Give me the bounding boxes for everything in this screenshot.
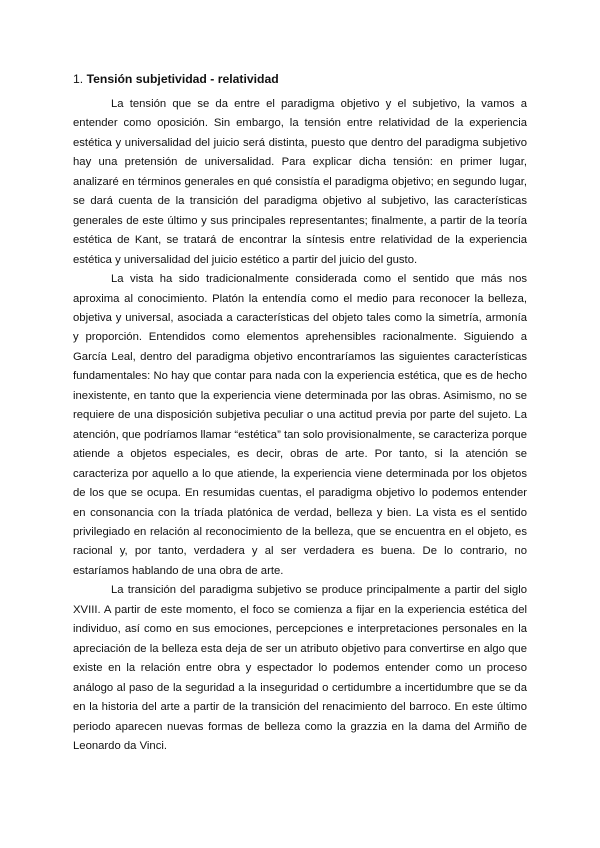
section-number: 1. bbox=[73, 72, 84, 86]
section-title: Tensión subjetividad - relatividad bbox=[86, 72, 279, 86]
paragraph-3: La transición del paradigma subjetivo se produce principalmente a partir del siglo XVIII. A partir de este momento, el foco se comienza a fijar en la experiencia estética del individuo, así como en sus emociones, percepciones e interpretaciones personales en la apreciación de la belleza esta deja de ser un atributo objetivo para convertirse en algo que existe en la relación entre obra y espectador lo podemos entender como un proceso análogo al paso de la seguridad a la inseguridad o certidumbre a incertidumbre que se da en la historia del arte a partir de la transición del renacimiento del barroco. En este último periodo aparecen nuevas formas de belleza como la grazzia en la dama del Armiño de Leonardo da Vinci. bbox=[73, 584, 527, 752]
paragraph-2: La vista ha sido tradicionalmente considerada como el sentido que más nos aproxima al conocimiento. Platón la entendía como el medio para reconocer la belleza, objetiva y universal, asociada a características del objeto tales como la simetría, armonía y proporción. Entendidos como elementos aprehensibles racionalmente. Siguiendo a García Leal, dentro del paradigma objetivo encontraríamos las siguientes características fundamentales: No hay que contar para nada con la experiencia estética, que es de hecho inexistente, en tanto que la experiencia viene determinada por las obras. Asimismo, no se requiere de una disposición subjetiva peculiar o una actitud previa por parte del sujeto. La atención, que podríamos llamar “estética” tan solo provisionalmente, se caracteriza porque atiende a objetos especiales, es decir, obras de arte. Por tanto, si la atención se caracteriza por aquello a lo que atiende, la experiencia viene determinada por los objetos de los que se ocupa. En resumidas cuentas, el paradigma objetivo lo podemos entender en consonancia con la tríada platónica de verdad, belleza y bien. La vista es el sentido privilegiado en relación al reconocimiento de la belleza, que se encuentra en el objeto, es racional y, por tanto, verdadera y al ser verdadera es buena. De lo contrario, no estaríamos hablando de una obra de arte. bbox=[73, 273, 527, 577]
section-heading bbox=[73, 70, 527, 88]
paragraph-1: La tensión que se da entre el paradigma objetivo y el subjetivo, la vamos a entender como oposición. Sin embargo, la tensión entre relatividad de la experiencia estética y universalidad del juicio será distinta, puesto que dentro del paradigma subjetivo hay una pretensión de universalidad. Para explicar dicha tensión: en primer lugar, analizaré en términos generales en qué consistía el paradigma objetivo; en segundo lugar, se dará cuenta de la transición del paradigma objetivo al subjetivo, las características generales de este último y sus principales representantes; finalmente, a partir de la teoría estética de Kant, se tratará de encontrar la síntesis entre relatividad de la experiencia estética y universalidad del juicio estético a partir del juicio del gusto. bbox=[73, 98, 527, 266]
